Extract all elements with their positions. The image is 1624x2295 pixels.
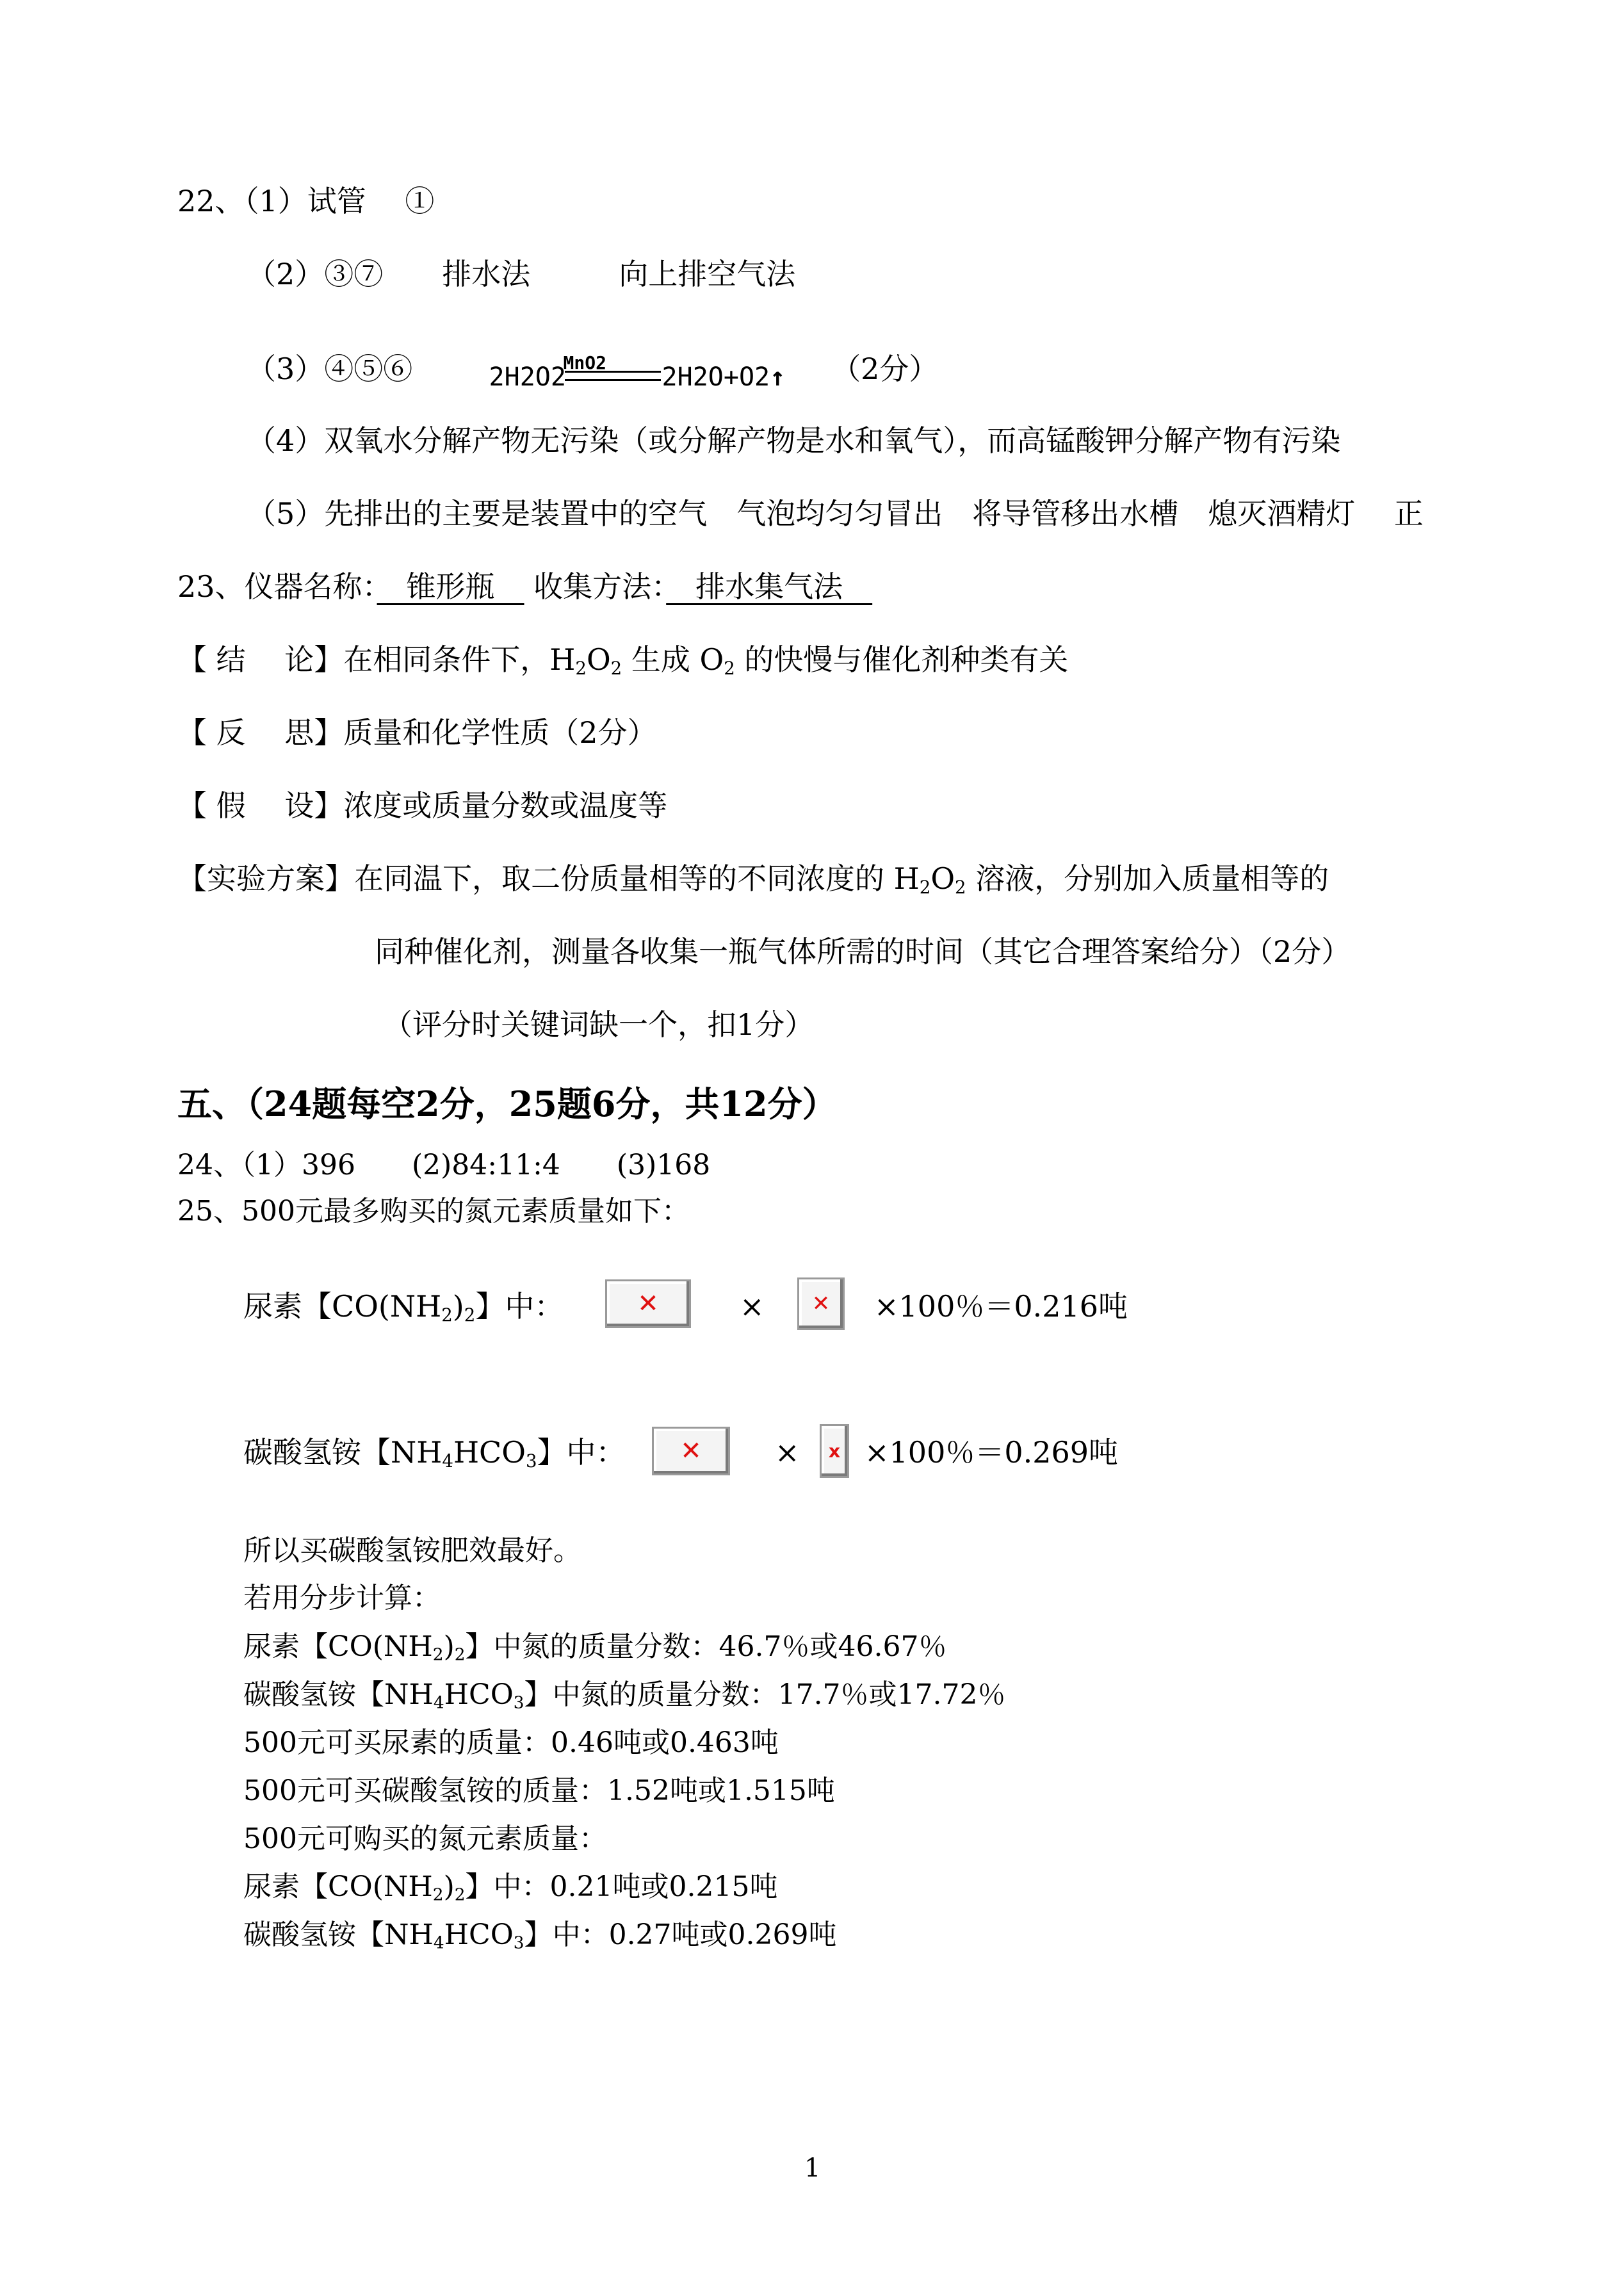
q22-line3 <box>247 349 938 394</box>
subscript: 3 <box>513 1933 524 1953</box>
subscript: 2 <box>464 1304 476 1326</box>
q25-step7 <box>243 1916 837 1954</box>
urea-label-b: ) <box>452 1289 464 1324</box>
plan-text-c: 溶液，分别加入质量相等的 <box>966 861 1329 896</box>
q25-intro: 25、500元最多购买的氮元素质量如下： <box>177 1195 690 1228</box>
q23-plan <box>177 859 1329 898</box>
abc-label-c: 】中： <box>537 1435 626 1470</box>
q25-step5: 500元可购买的氮元素质量： <box>243 1822 607 1855</box>
q23-hypothesis <box>177 786 667 825</box>
subscript: 2 <box>610 657 622 679</box>
subscript: 2 <box>955 876 966 898</box>
subscript: 3 <box>513 1692 524 1713</box>
conclusion-text-a: 在相同条件下，H <box>343 642 576 677</box>
subscript: 4 <box>433 1933 444 1953</box>
subscript: 2 <box>724 657 735 679</box>
broken-image-x: ✕ <box>637 1289 659 1318</box>
equation-reactants: 2H2O2 <box>489 362 566 392</box>
hypothesis-label: 【 假 设】 <box>177 788 344 823</box>
plan-text-a: 在同温下，取二份质量相等的不同浓度的 H <box>354 861 920 896</box>
q23-method-answer: 排水集气法 <box>666 569 873 604</box>
q25-step2 <box>243 1676 1006 1714</box>
equation-catalyst: MnO2 <box>563 352 606 373</box>
q25-abc-calc <box>243 1433 626 1472</box>
q25-conclusion: 所以买碳酸氢铵肥效最好。 <box>243 1534 581 1567</box>
equation-products <box>662 358 786 396</box>
step7-text-b: HCO <box>444 1918 514 1951</box>
plan-label: 【实验方案】 <box>177 861 354 896</box>
conclusion-text-c: 生成 O <box>622 642 724 677</box>
q22-line1: 22、（1）试管 ① <box>177 184 435 218</box>
gas-arrow-icon: ↑ <box>770 362 786 392</box>
abc-label-b: HCO <box>453 1435 526 1470</box>
subscript: 2 <box>575 657 587 679</box>
q24-line: 24、（1）396 (2)84:11:4 (3)168 <box>177 1149 711 1181</box>
urea-label-a: 尿素【CO(NH <box>243 1289 442 1324</box>
step1-text-c: 】中氮的质量分数：46.7％或46.67％ <box>465 1630 947 1663</box>
page-number: 1 <box>804 2153 821 2183</box>
subscript: 2 <box>441 1304 453 1326</box>
section5-heading: 五、（24题每空2分，25题6分，共12分） <box>177 1083 837 1124</box>
broken-image-x: x <box>828 1440 841 1462</box>
q25-step3: 500元可买尿素的质量：0.46吨或0.463吨 <box>243 1726 779 1759</box>
urea-result: ×100％＝0.216吨 <box>874 1289 1128 1324</box>
q25-step4: 500元可买碳酸氢铵的质量：1.52吨或1.515吨 <box>243 1774 835 1807</box>
subscript: 3 <box>525 1450 537 1472</box>
subscript: 4 <box>433 1692 444 1713</box>
q25-step1 <box>243 1628 946 1666</box>
q25-stepwise: 若用分步计算： <box>243 1582 441 1614</box>
broken-image-icon <box>797 1277 845 1330</box>
q25-step6 <box>243 1868 777 1906</box>
urea-label-c: 】中： <box>475 1289 564 1324</box>
step1-text-b: ) <box>443 1630 455 1663</box>
step2-text-b: HCO <box>444 1678 514 1711</box>
q23-line1 <box>177 567 872 606</box>
subscript: 4 <box>442 1450 453 1472</box>
conclusion-label: 【 结 论】 <box>177 642 344 677</box>
q22-line4: （4）双氧水分解产物无污染（或分解产物是水和氧气），而高锰酸钾分解产物有污染 <box>247 423 1341 458</box>
step7-text-a: 碳酸氢铵【NH <box>243 1918 434 1951</box>
equation-products-text: 2H2O+O2 <box>662 362 770 392</box>
q23-plan-line2: 同种催化剂，测量各收集一瓶气体所需的时间（其它合理答案给分）（2分） <box>375 934 1351 969</box>
q23-method-label: 收集方法： <box>533 569 667 604</box>
broken-image-x: ✕ <box>680 1436 702 1466</box>
step6-text-c: 】中：0.21吨或0.215吨 <box>465 1870 778 1903</box>
step1-text-a: 尿素【CO(NH <box>243 1630 433 1663</box>
q22-line3-prefix: （3）④⑤⑥ <box>247 352 413 386</box>
abc-label-a: 碳酸氢铵【NH <box>243 1435 443 1470</box>
broken-image-icon <box>652 1427 730 1475</box>
q23-conclusion <box>177 640 1068 679</box>
step7-text-c: 】中：0.27吨或0.269吨 <box>524 1918 837 1951</box>
hypothesis-text: 浓度或质量分数或温度等 <box>343 788 668 823</box>
step6-text-a: 尿素【CO(NH <box>243 1870 433 1903</box>
q23-plan-line3: （评分时关键词缺一个，扣1分） <box>383 1007 815 1042</box>
broken-image-icon <box>605 1279 691 1328</box>
abc-result: ×100％＝0.269吨 <box>865 1435 1119 1470</box>
step2-text-c: 】中氮的质量分数：17.7％或17.72％ <box>524 1678 1006 1711</box>
equation-double-line <box>565 371 661 381</box>
chemical-equation <box>489 349 822 394</box>
times-sign: × <box>775 1435 800 1470</box>
subscript: 2 <box>432 1644 444 1665</box>
plan-text-b: O <box>930 861 955 896</box>
conclusion-text-b: O <box>586 642 611 677</box>
q23-instrument-label: 23、仪器名称： <box>177 569 377 604</box>
subscript: 2 <box>454 1644 466 1665</box>
q22-line3-suffix: （2分） <box>831 352 939 386</box>
q23-instrument-answer: 锥形瓶 <box>377 569 524 604</box>
subscript: 2 <box>919 876 931 898</box>
q23-reflection <box>177 713 657 752</box>
times-sign: × <box>740 1289 765 1324</box>
subscript: 2 <box>432 1885 444 1905</box>
reflection-label: 【 反 思】 <box>177 715 344 750</box>
reflection-text: 质量和化学性质（2分） <box>343 715 657 750</box>
q22-line5: （5）先排出的主要是装置中的空气 气泡均匀匀冒出 将导管移出水槽 熄灭酒精灯 正 <box>247 496 1424 531</box>
broken-image-x: ✕ <box>811 1291 831 1317</box>
conclusion-text-d: 的快慢与催化剂种类有关 <box>735 642 1069 677</box>
q25-urea-calc <box>243 1287 564 1326</box>
step2-text-a: 碳酸氢铵【NH <box>243 1678 434 1711</box>
subscript: 2 <box>454 1885 466 1905</box>
q22-line2: （2）③⑦ 排水法 向上排空气法 <box>247 257 796 291</box>
broken-image-icon <box>820 1424 849 1478</box>
step6-text-b: ) <box>443 1870 455 1903</box>
